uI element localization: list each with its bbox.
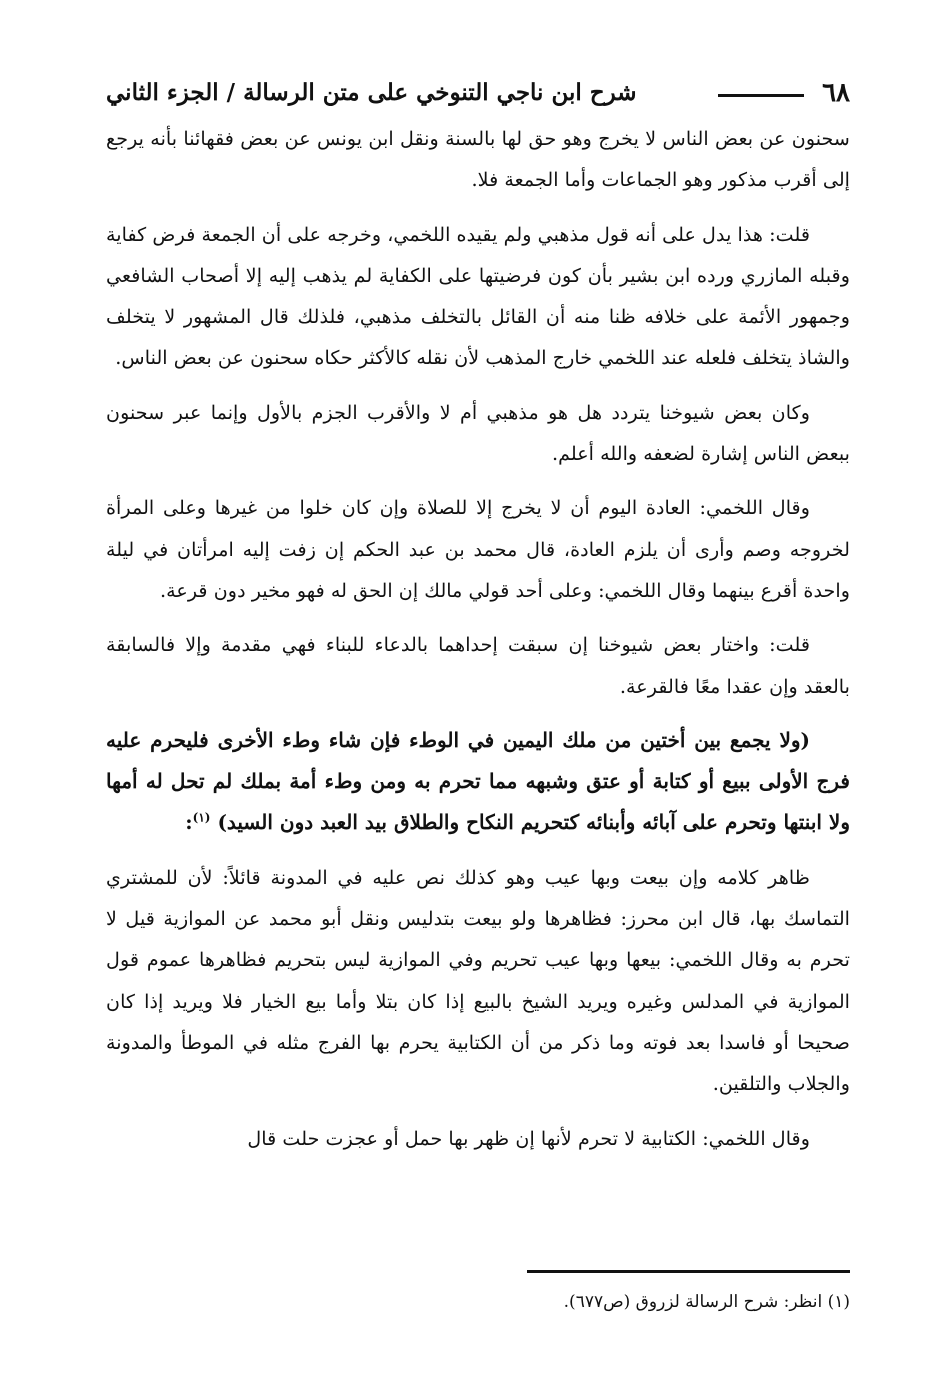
page-number: ٦٨ <box>822 78 850 108</box>
paragraph: قلت: واختار بعض شيوخنا إن سبقت إحداهما بالدعاء للبناء فهي مقدمة وإلا فالسابقة بالعقد وإن عقدا معًا فالقرعة. <box>106 633 850 698</box>
footnote-rule <box>527 1270 850 1273</box>
running-title: شرح ابن ناجي التنوخي على متن الرسالة / الجزء الثاني <box>106 79 637 106</box>
header-rule <box>718 94 804 97</box>
matn-paragraph <box>106 720 850 844</box>
paragraph: وكان بعض شيوخنا يتردد هل هو مذهبي أم لا والأقرب الجزم بالأول وإنما عبر سحنون ببعض الناس إشارة لضعفه والله أعلم. <box>106 400 850 466</box>
matn-trailing: : <box>185 810 193 835</box>
paragraph: وقال اللخمي: الكتابية لا تحرم لأنها إن ظهر بها حمل أو عجزت حلت قال <box>247 1126 810 1150</box>
paragraph: وقال اللخمي: العادة اليوم أن لا يخرج إلا للصلاة وإن كان خلوا من غيرها وعلى المرأة لخروجه وصم وأرى أن يلزم العادة، قال محمد بن عبد الحكم إن زفت إليه امرأتان في ليلة واحدة أقرع بينهما وقال اللخمي: وعلى أحد قولي مالك إن الحق له فهو مخير دون قرعة. <box>106 496 850 602</box>
paragraph: ظاهر كلامه وإن بيعت وبها عيب وهو كذلك نص عليه في المدونة قائلاً: لأن للمشتري التماسك بها، قال ابن محرز: فظاهرها ولو بيعت بتدليس ونقل أبو محمد عن الموازية قيل لا تحرم به وقال اللخمي: بيعها وبها عيب تحريم وفي الموازية ليس بتحريم فظاهرها عموم قول الموازية في المدلس وغيره ويريد الشيخ بالبيع إذا كان بتلا وأما بيع الخيار فلا ويريد إذا كان صحيحا أو فاسدا بعد فوته وما ذكر من أن الكتابية يحرم بها الفرج مثله في الموطأ والمدونة والجلاب والتلقين. <box>106 865 850 1096</box>
footnote-reference: (١) <box>192 810 211 825</box>
matn-text: (ولا يجمع بين أختين من ملك اليمين في الوطء فإن شاء وطء الأخرى فليحرم عليه فرج الأولى ببيع أو كتابة أو عتق وشبهه مما تحرم به ومن وطء أمة بملك لم تحل له أمها ولا ابنتها وتحرم على آبائه وأبنائه كتحريم النكاح والطلاق بيد العبد دون السيد) <box>106 727 850 835</box>
paragraph: سحنون عن بعض الناس لا يخرج وهو حق لها بالسنة ونقل ابن يونس عن بعض فقهائنا بأنه يرجع إلى أقرب مذكور وهو الجماعات وأما الجمعة فلا. <box>106 127 850 192</box>
footnote: (١) انظر: شرح الرسالة لزروق (ص٦٧٧). <box>563 1292 850 1312</box>
page-header <box>106 72 850 116</box>
paragraph: قلت: هذا يدل على أنه قول مذهبي ولم يقيده اللخمي، وخرجه على أن الجمعة فرض كفاية وقبله المازري ورده ابن بشير بأن كون فرضيتها على الكفاية لم يذهب إليه إلا أصحاب الشافعي وجمهور الأئمة على خلافه ظنا منه أن القائل بالتخلف مذهبي، فلذلك قال المشهور لا يتخلف والشاذ يتخلف فلعله عند اللخمي خارج المذهب لأن نقله كالأكثر حكاه سحنون عن بعض الناس. <box>106 222 850 370</box>
body-text <box>106 118 850 1218</box>
